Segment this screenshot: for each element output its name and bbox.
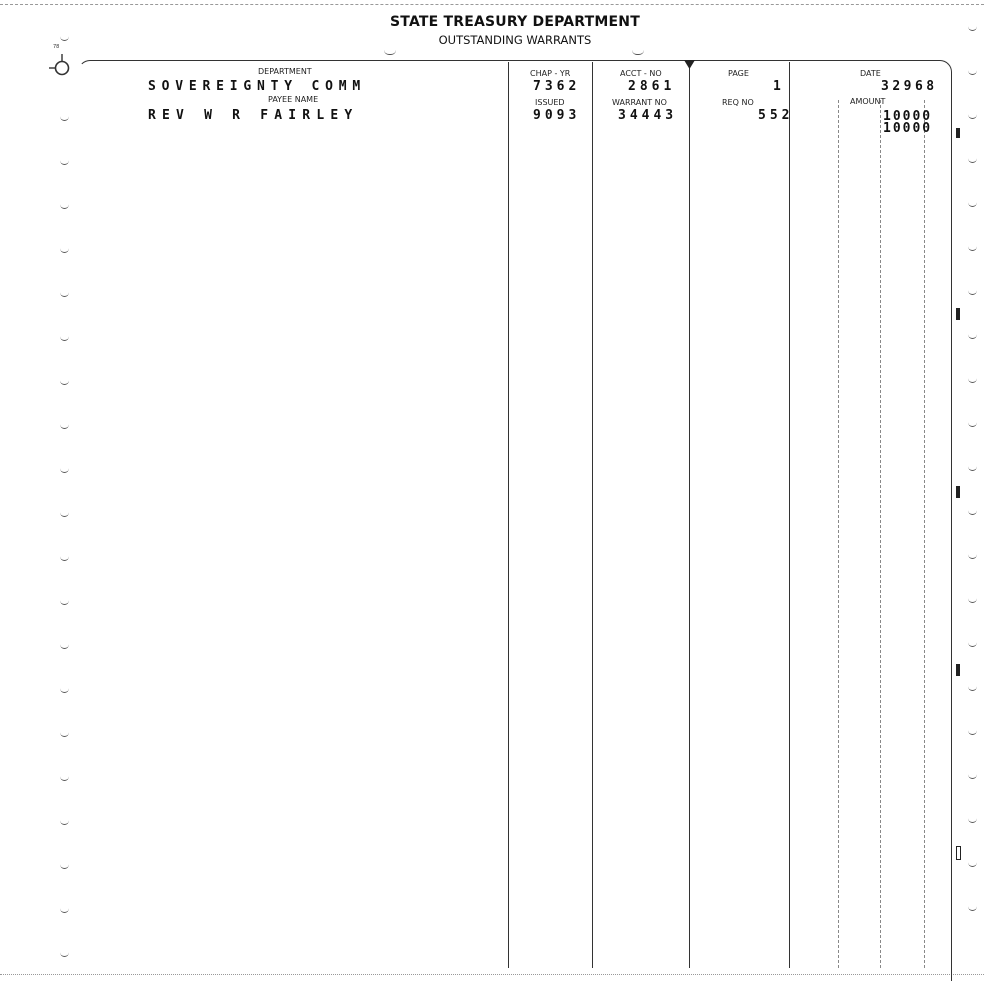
date-value: 32968 [881, 79, 938, 94]
index-mark [956, 486, 960, 498]
req-no-label: REQ NO [722, 98, 754, 107]
amount-guide-line [880, 100, 881, 968]
chap-yr-value: 7362 [533, 79, 581, 94]
top-perforation [0, 4, 984, 5]
payee-name-value: REV W R FAIRLEY [148, 108, 359, 123]
issued-value: 9093 [533, 108, 581, 123]
amount-guide-line [838, 100, 839, 968]
header-curve-mark [384, 50, 396, 55]
warrant-no-value: 34443 [618, 108, 678, 123]
column-divider [689, 62, 690, 968]
header-curve-mark [632, 50, 644, 55]
column-divider [508, 62, 509, 968]
margin-number: 78 [53, 44, 60, 50]
acct-no-value: 2861 [628, 79, 676, 94]
index-mark [956, 664, 960, 676]
index-mark [956, 846, 961, 860]
chap-yr-label: CHAP - YR [530, 69, 571, 78]
amount-label: AMOUNT [850, 97, 886, 106]
amount-value: 10000 [883, 109, 933, 124]
acct-no-label: ACCT - NO [620, 69, 662, 78]
amount-guide-line [924, 100, 925, 968]
page-subtitle: OUTSTANDING WARRANTS [438, 33, 592, 47]
amount-total-value: 10000 [883, 121, 933, 136]
index-mark [956, 128, 960, 138]
column-pointer-icon [684, 60, 695, 69]
ledger-frame [78, 60, 952, 981]
department-value: SOVEREIGNTY COMM [148, 79, 367, 94]
index-mark [956, 308, 960, 320]
department-label: DEPARTMENT [258, 67, 312, 76]
page-title: STATE TREASURY DEPARTMENT [390, 14, 640, 30]
warrant-no-label: WARRANT NO [612, 98, 667, 107]
page-label: PAGE [728, 69, 749, 78]
payee-name-label: PAYEE NAME [268, 95, 319, 104]
punch-hole-icon [48, 54, 76, 82]
page-value: 1 [773, 79, 781, 94]
req-no-value: 552 [758, 108, 794, 123]
column-divider [592, 62, 593, 968]
column-divider [789, 62, 790, 968]
issued-label: ISSUED [535, 98, 565, 107]
date-label: DATE [860, 69, 881, 78]
